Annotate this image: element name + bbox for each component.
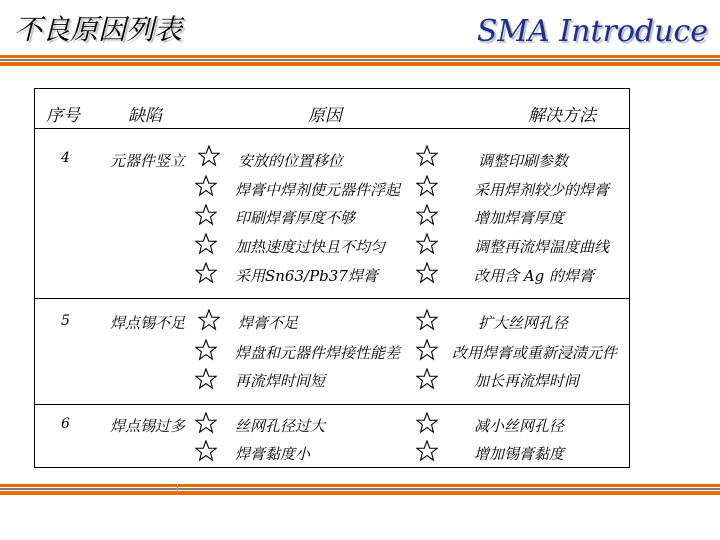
star-icon xyxy=(195,262,217,284)
solution-text: 加长再流焊时间 xyxy=(474,372,580,390)
star-icon xyxy=(195,233,217,255)
star-icon xyxy=(195,175,217,197)
star-icon xyxy=(195,368,217,390)
cause-text: 加热速度过快且不均匀 xyxy=(235,238,386,256)
star-icon xyxy=(198,145,220,167)
footer-divider-top xyxy=(0,484,720,487)
star-icon xyxy=(416,309,438,331)
cause-text: 安放的位置移位 xyxy=(238,152,344,170)
star-icon xyxy=(195,204,217,226)
header-divider-top xyxy=(0,55,720,58)
cause-text: 再流焊时间短 xyxy=(235,372,326,390)
star-icon xyxy=(416,175,438,197)
row-index: 6 xyxy=(61,416,70,432)
star-icon xyxy=(416,262,438,284)
row-index: 4 xyxy=(61,150,70,166)
solution-text: 增加锡膏黏度 xyxy=(474,445,565,463)
solution-text: 调整印刷参数 xyxy=(478,152,569,170)
footer-tick xyxy=(177,484,178,492)
star-icon xyxy=(416,233,438,255)
cause-text: 焊膏不足 xyxy=(238,314,299,332)
solution-text: 增加焊膏厚度 xyxy=(474,209,565,227)
column-header-solution: 解决方法 xyxy=(528,106,596,126)
cause-text: 焊膏黏度小 xyxy=(235,445,311,463)
solution-text: 调整再流焊温度曲线 xyxy=(474,238,610,256)
page-title: 不良原因列表 xyxy=(14,13,183,46)
column-header-defect: 缺陷 xyxy=(128,106,162,126)
header-divider-bottom xyxy=(0,62,720,66)
defect-label: 焊点锡过多 xyxy=(110,417,186,435)
star-icon xyxy=(416,368,438,390)
table-group-divider xyxy=(34,404,630,405)
star-icon xyxy=(195,440,217,462)
footer-divider-bottom xyxy=(0,491,720,495)
solution-text: 改用含 Ag 的焊膏 xyxy=(474,267,594,285)
star-icon xyxy=(416,339,438,361)
defect-label: 元器件竖立 xyxy=(110,152,186,170)
cause-text: 印刷焊膏厚度不够 xyxy=(235,209,356,227)
solution-text: 扩大丝网孔径 xyxy=(478,314,569,332)
star-icon xyxy=(416,204,438,226)
cause-text: 焊盘和元器件焊接性能差 xyxy=(235,344,401,362)
column-header-cause: 原因 xyxy=(308,106,342,126)
star-icon xyxy=(416,412,438,434)
star-icon xyxy=(195,412,217,434)
solution-text: 改用焊膏或重新浸渍元件 xyxy=(452,344,618,362)
column-header-index: 序号 xyxy=(46,106,80,126)
table-header-divider xyxy=(34,128,630,129)
cause-text: 丝网孔径过大 xyxy=(235,417,326,435)
header-divider-mid xyxy=(0,59,720,61)
star-icon xyxy=(195,339,217,361)
cause-text: 焊膏中焊剂使元器件浮起 xyxy=(235,181,401,199)
defect-label: 焊点锡不足 xyxy=(110,314,186,332)
row-index: 5 xyxy=(61,313,70,329)
star-icon xyxy=(416,440,438,462)
solution-text: 减小丝网孔径 xyxy=(474,417,565,435)
footer-divider-mid xyxy=(0,488,720,490)
cause-text: 采用Sn63/Pb37焊膏 xyxy=(235,267,378,285)
table-group-divider xyxy=(34,298,630,299)
solution-text: 采用焊剂较少的焊膏 xyxy=(474,181,610,199)
star-icon xyxy=(416,145,438,167)
star-icon xyxy=(198,309,220,331)
brand-title: SMA Introduce xyxy=(476,14,708,49)
